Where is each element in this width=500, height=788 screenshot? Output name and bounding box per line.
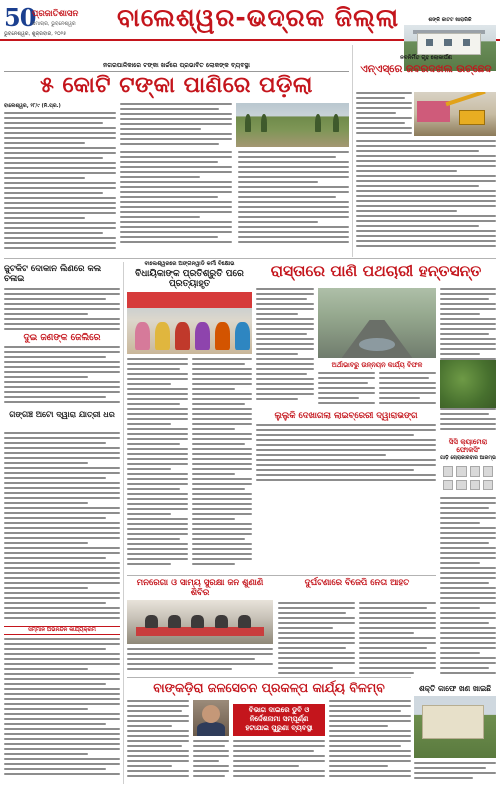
lead-text-col2 bbox=[120, 103, 232, 147]
water-text-col2 bbox=[318, 372, 436, 408]
irrigation-headline: ବାଙ୍କଡ଼ିରା ଜଳସେଚନ ପ୍ରକଳ୍ପ କାର୍ଯ୍ୟ ବିଳମ୍ବ bbox=[153, 680, 385, 695]
excavator-photo bbox=[414, 92, 496, 136]
page-title: ବାଲେଶ୍ୱର-ଭଦ୍ରକ ଜିଲ୍ଲା bbox=[116, 3, 400, 32]
left-story1-headline: ଜୁଟକିଟ ଦୋକାନ ଲିଣରେ କଲ ଚଳାଇ bbox=[4, 264, 102, 284]
lead-headline: ୫ କୋଟି ଟଙ୍କା ପାଣିରେ ପଡ଼ିଲା bbox=[40, 73, 313, 98]
reporter-portrait bbox=[193, 700, 229, 736]
irrigation-text-col2 bbox=[193, 740, 229, 784]
left-column-rule bbox=[123, 262, 124, 784]
highlight-line-3: ହଟାଯାଇ ପୁରୁଣା ବ୍ୟବସ୍ଥା bbox=[245, 724, 313, 732]
encroachment-text-more bbox=[356, 140, 496, 255]
field-photo bbox=[236, 103, 349, 147]
water-subheadline: ଅର୍ଥାଭାବରୁ ଉନ୍ନୟନ କାର୍ଯ୍ୟ ବିଫଳ bbox=[331, 361, 423, 369]
logo-name: ପ୍ରଜାତିଶାସନ bbox=[32, 9, 79, 19]
photo-caption: ଶଙ୍କି କାଟଟ ଖାରାରିକି bbox=[404, 17, 496, 23]
cctv-headline: ସିସି କ୍ୟାମେରା ଫୋକସିଂ bbox=[448, 438, 488, 454]
building-kicker: ନବନିର୍ମିତ ଗୃହ ଲୋକାର୍ପଣ bbox=[400, 55, 452, 61]
water-text-col1 bbox=[256, 288, 314, 408]
public-hearing-photo bbox=[127, 600, 273, 644]
cctv-text bbox=[440, 497, 496, 677]
column-rule bbox=[352, 45, 353, 257]
library-headline: ଲୁଲୁକି ଦେଖାଗଲା ଲାଇବ୍ରେରୀ ଦ୍ୱାରାଭଙ୍ଗ bbox=[274, 411, 418, 421]
greenery-photo bbox=[440, 360, 496, 408]
lead-text-col1 bbox=[4, 103, 116, 253]
section-rule bbox=[4, 258, 496, 259]
encroachment-headline: ଏନ୍‌ଏସ୍‌ରେ ଜବରଦଖଲ ଉଚ୍ଛେଦ bbox=[360, 63, 492, 75]
waterlogged-road-photo bbox=[318, 288, 436, 358]
cctv-grid-photo bbox=[440, 463, 496, 493]
left-story1-text bbox=[4, 288, 120, 332]
water-headline: ରାସ୍ତାରେ ପାଣି ପଥଚାରୀ ହନ୍ତସନ୍ତ bbox=[270, 262, 482, 280]
bjd-accident-headline: ଦୁର୍ଘଟଣାରେ ବିଜେପି ନେତା ଆହତ bbox=[304, 578, 410, 588]
protest-text bbox=[127, 358, 252, 572]
logo-number: 50 bbox=[4, 3, 36, 32]
left-story3-text bbox=[4, 432, 120, 622]
cafe-headline: ଶକ୍ତି କାଫେ ଖଣ ଖାଇଛି bbox=[418, 684, 492, 693]
cafe-building-photo bbox=[414, 696, 496, 758]
irrigation-text-col3 bbox=[233, 740, 325, 784]
bjd-accident-text bbox=[278, 602, 436, 674]
left-story2-headline: ଦୁଇ ଜଣଙ୍କ ଜେଲିରେ bbox=[23, 333, 101, 343]
logo-subtitle: ସମାଚାର, ଭୁବନେଶ୍ୱର bbox=[32, 21, 76, 27]
left-story4-text bbox=[4, 638, 120, 782]
highlight-line-1: ବିଭାଗ ଦାଇରେ ଡୁବି ଓ bbox=[248, 706, 310, 714]
lead-text-col3 bbox=[120, 151, 349, 253]
protest-headline: ବିଧାୟିକାଙ୍କ ପ୍ରତିଶ୍ରୁତି ପରେ ପ୍ରତ୍ୟାହୃତ bbox=[135, 269, 244, 289]
highlight-box bbox=[233, 704, 325, 736]
encroachment-text bbox=[356, 92, 412, 137]
left-story3-headline: ଗଙ୍ଗଞ୍ଚ ଅଟୋ ଦ୍ୱାରା ଯାତ୍ରୀ ଧର bbox=[9, 410, 115, 419]
mgnrega-text bbox=[127, 648, 273, 674]
irrigation-text-col4 bbox=[329, 700, 411, 784]
library-text bbox=[256, 424, 436, 484]
highlight-line-2: ନିର୍ଦ୍ଦେଶନାମା ସମ୍ପୂର୍ଣ୍ଣ bbox=[249, 715, 309, 723]
protest-photo bbox=[127, 292, 252, 354]
bottom-rule bbox=[127, 677, 411, 678]
cctv-subheadline: ଗାଡ଼ି ଚୋରାକାରବାର ଆରମ୍ଭ bbox=[440, 455, 496, 461]
lead-byline: ବାଲେଶ୍ୱର, ୨୮/୯ (ନି.ପ୍ର.) bbox=[4, 103, 61, 109]
left-story4-headline: ସମ୍ମାନ ଅଭିନନ୍ଦନ କାର୍ଯ୍ୟକ୍ରମ bbox=[4, 626, 120, 635]
lead-kicker: ନଗରପାଳିକାରେ ଟଙ୍କା ଖର୍ଚ୍ଚରେ ପ୍ରଭାବିତ ଲୋକଙ୍କ ବ୍ୟବସ୍ଥା bbox=[4, 62, 349, 72]
mgnrega-headline: ମନରେଗା ଓ ସାମ୍ୟ ସୁରକ୍ଷା ଜନ ଶୁଣାଣି ଶିବିର bbox=[136, 578, 264, 598]
protest-kicker: ବାଲେଶ୍ୱରରେ ଅଙ୍ଗନୱାଡି କର୍ମୀ ବିକ୍ଷୋଭ bbox=[144, 261, 235, 267]
dateline: ଭୁବନେଶ୍ୱର, ଶୁକ୍ରବାର, ୨୦୨୫ bbox=[4, 31, 67, 37]
cafe-text bbox=[414, 762, 496, 784]
left-story2-text bbox=[4, 346, 120, 406]
mid-rule bbox=[127, 575, 436, 576]
irrigation-text-col1 bbox=[127, 700, 189, 784]
newspaper-logo bbox=[4, 3, 92, 31]
